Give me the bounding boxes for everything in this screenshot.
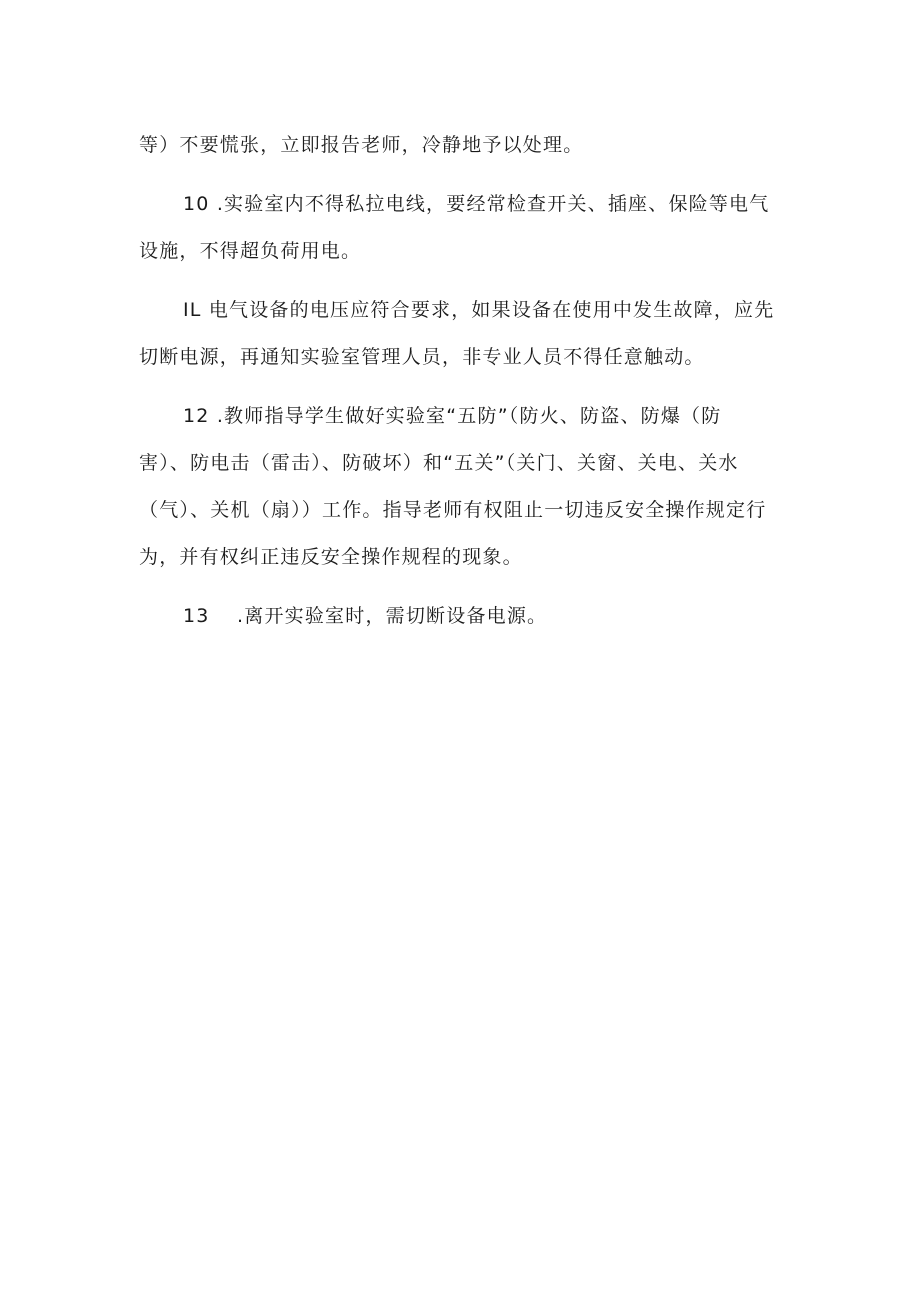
paragraph-item-12: [139, 393, 784, 581]
text-line: 为，并有权纠正违反安全操作规程的现象。: [139, 546, 523, 568]
text-line: 13 .离开实验室时，需切断设备电源。: [183, 605, 548, 627]
document-body: [139, 122, 784, 652]
paragraph-continued: [139, 122, 784, 169]
text-line: 12 .教师指导学生做好实验室“五防”（防火、防盗、防爆（防: [183, 405, 722, 427]
text-line: 切断电源，再通知实验室管理人员，非专业人员不得任意触动。: [139, 346, 705, 368]
paragraph-item-13: [139, 593, 784, 640]
text-line: 等）不要慌张，立即报告老师，冷静地予以处理。: [139, 134, 584, 156]
text-line: 害）、防电击（雷击）、防破坏）和“五关”（关门、关窗、关电、关水: [139, 452, 739, 474]
text-line: 设施，不得超负荷用电。: [139, 240, 362, 262]
text-line: IL 电气设备的电压应符合要求，如果设备在使用中发生故障，应先: [183, 299, 775, 321]
text-line: （气）、关机（扇））工作。指导老师有权阻止一切违反安全操作规定行: [139, 499, 767, 521]
paragraph-item-11: [139, 287, 784, 381]
text-line: 10 .实验室内不得私拉电线，要经常检查开关、插座、保险等电气: [183, 193, 770, 215]
paragraph-item-10: [139, 181, 784, 275]
